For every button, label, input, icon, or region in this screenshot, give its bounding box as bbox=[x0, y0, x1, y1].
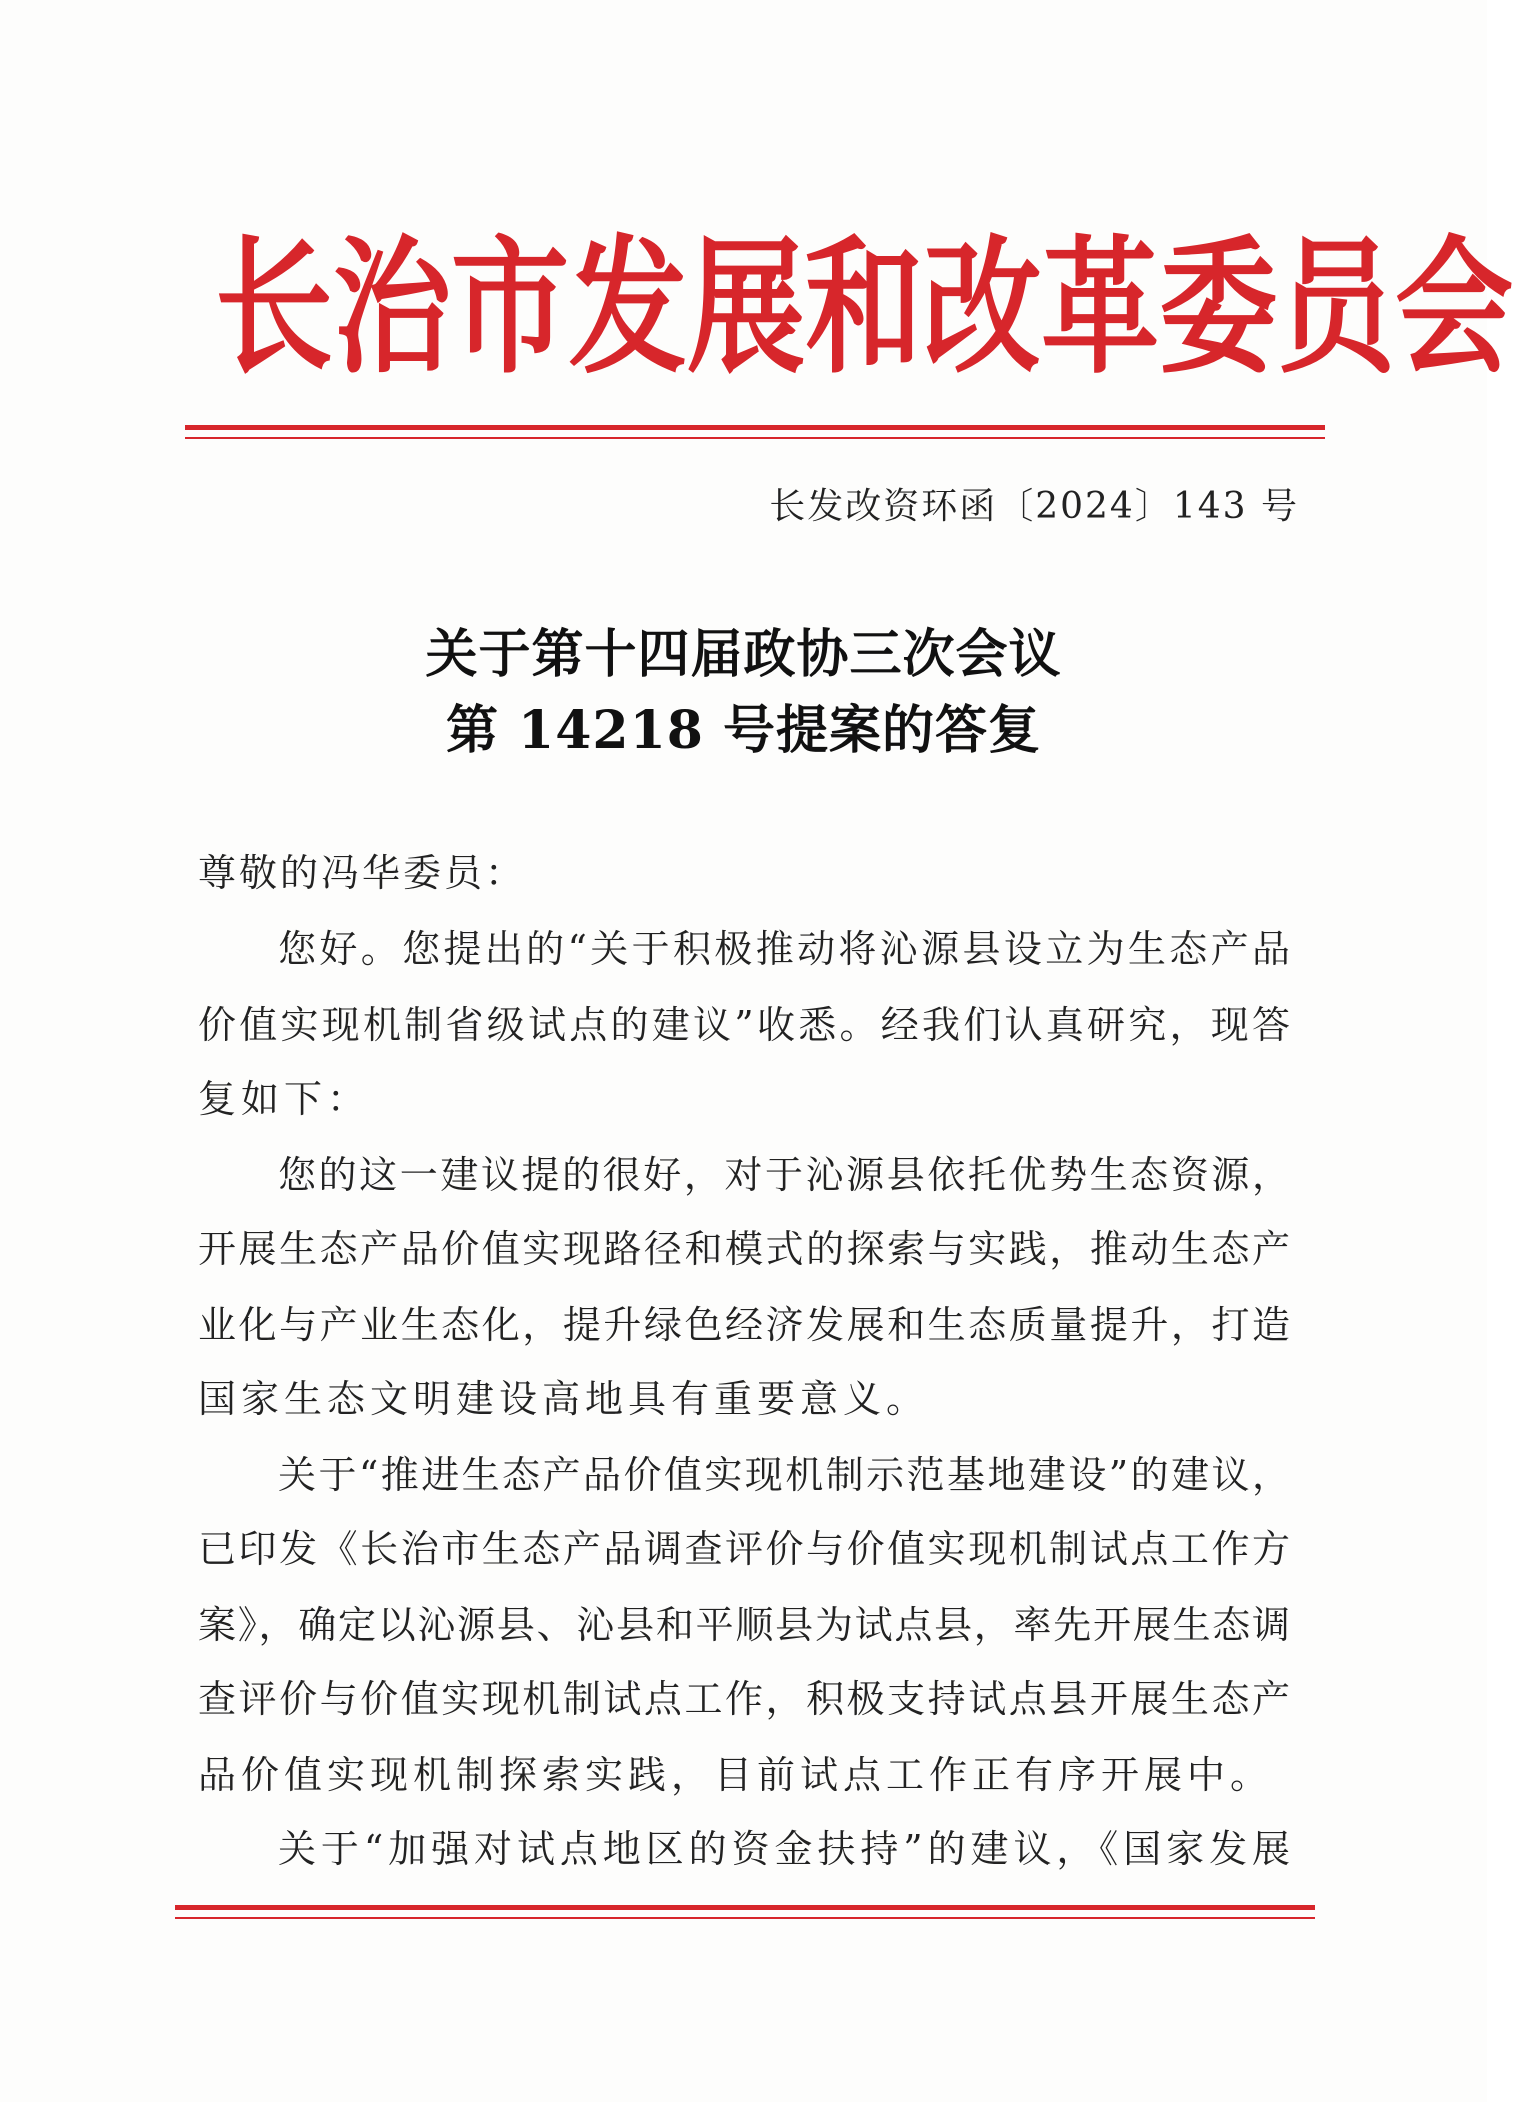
red-rule-thick bbox=[175, 1905, 1315, 1910]
letterhead-char: 员 bbox=[1277, 220, 1396, 394]
body-line: 关于“推进生态产品价值实现机制示范基地建设”的建议， bbox=[278, 1453, 1290, 1497]
body-line: 国家生态文明建设高地具有重要意义。 bbox=[198, 1377, 930, 1421]
letterhead-char: 治 bbox=[333, 220, 452, 394]
letterhead-char: 革 bbox=[1041, 220, 1160, 394]
subject-title-line-2: 第 14218 号提案的答复 bbox=[445, 700, 1042, 761]
body-line: 您的这一建议提的很好，对于沁源县依托优势生态资源， bbox=[278, 1153, 1290, 1197]
body-line: 案》，确定以沁源县、沁县和平顺县为试点县，率先开展生态调 bbox=[198, 1603, 1290, 1647]
body-line: 您好。您提出的“关于积极推动将沁源县设立为生态产品 bbox=[278, 927, 1290, 971]
letterhead-char: 和 bbox=[805, 220, 924, 394]
red-rule-thin bbox=[185, 437, 1325, 439]
salutation: 尊敬的冯华委员： bbox=[198, 851, 527, 895]
letterhead-org-name bbox=[215, 176, 1513, 414]
letterhead-char: 改 bbox=[923, 220, 1042, 394]
document-number: 长发改资环函〔2024〕143 号 bbox=[769, 486, 1299, 527]
body-line: 业化与产业生态化，提升绿色经济发展和生态质量提升，打造 bbox=[198, 1303, 1290, 1347]
letterhead-char: 委 bbox=[1159, 220, 1278, 394]
letterhead-char: 展 bbox=[687, 220, 806, 394]
letterhead-char: 市 bbox=[451, 220, 570, 394]
red-rule-thick bbox=[185, 425, 1325, 430]
body-line: 查评价与价值实现机制试点工作，积极支持试点县开展生态产 bbox=[198, 1677, 1290, 1721]
body-line: 价值实现机制省级试点的建议”收悉。经我们认真研究，现答 bbox=[198, 1003, 1290, 1047]
letterhead-char: 长 bbox=[215, 220, 334, 394]
subject-title-line-1: 关于第十四届政协三次会议 bbox=[425, 624, 1062, 685]
red-rule-thin bbox=[175, 1917, 1315, 1919]
letterhead-char: 发 bbox=[569, 220, 688, 394]
body-line: 品价值实现机制探索实践，目前试点工作正有序开展中。 bbox=[198, 1753, 1274, 1797]
body-line: 复如下： bbox=[198, 1077, 371, 1121]
body-line: 关于“加强对试点地区的资金扶持”的建议，《国家发展 bbox=[278, 1827, 1290, 1871]
body-line: 已印发《长治市生态产品调查评价与价值实现机制试点工作方 bbox=[198, 1527, 1290, 1571]
letterhead-char: 会 bbox=[1395, 220, 1513, 394]
body-line: 开展生态产品价值实现路径和模式的探索与实践，推动生态产 bbox=[198, 1227, 1290, 1271]
